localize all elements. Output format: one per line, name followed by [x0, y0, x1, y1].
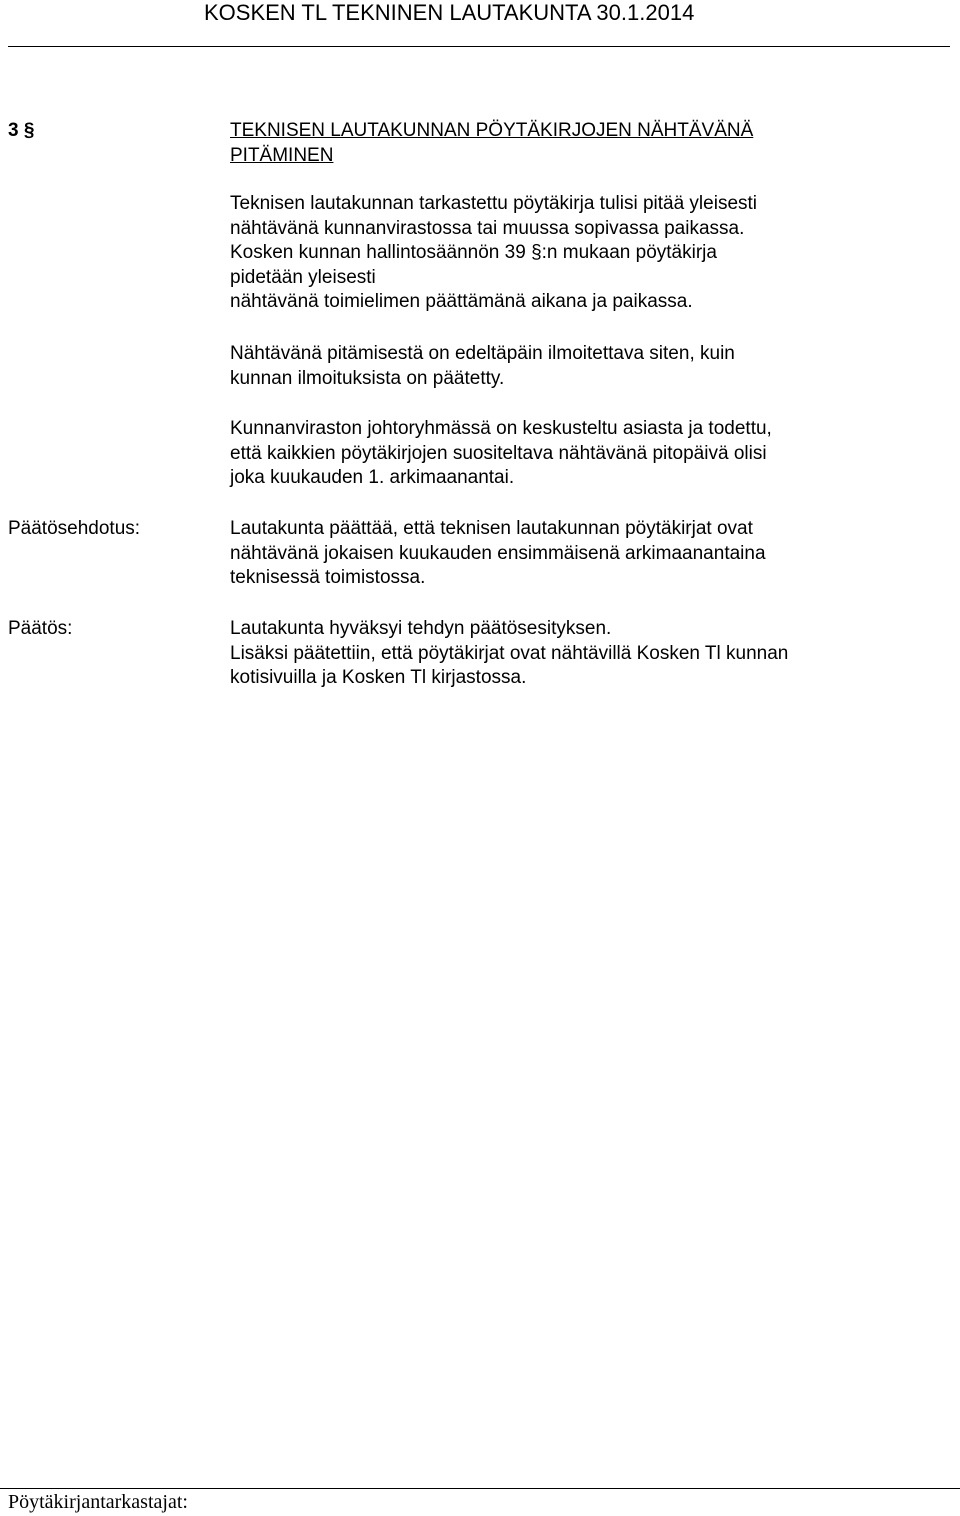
paragraph-background [230, 192, 890, 315]
proposal-line: Lautakunta päättää, että teknisen lautakunnan pöytäkirjat ovat [230, 518, 753, 539]
decision-line: kotisivuilla ja Kosken Tl kirjastossa. [230, 667, 527, 688]
section-title-line: TEKNISEN LAUTAKUNNAN PÖYTÄKIRJOJEN NÄHTÄVÄNÄ [230, 120, 754, 141]
paragraph-line: nähtävänä kunnanvirastossa tai muussa sopivassa paikassa. [230, 217, 745, 239]
paragraph-announcement [230, 342, 890, 391]
proposal-line: teknisessä toimistossa. [230, 567, 426, 588]
paragraph-line: Kunnanviraston johtoryhmässä on keskusteltu asiasta ja todettu, [230, 418, 772, 439]
paragraph-line: joka kuukauden 1. arkimaanantai. [230, 467, 515, 488]
proposal-line: nähtävänä jokaisen kuukauden ensimmäisenä arkimaanantaina [230, 542, 766, 564]
decision-line: Lisäksi päätettiin, että pöytäkirjat ovat nähtävillä Kosken Tl kunnan [230, 642, 789, 664]
decision-text [230, 617, 890, 691]
paragraph-line: että kaikkien pöytäkirjojen suositeltava nähtävänä pitopäivä olisi [230, 442, 767, 464]
section-title-line: PITÄMINEN [230, 145, 334, 166]
footer-divider [0, 1488, 960, 1489]
decision-line: Lautakunta hyväksyi tehdyn päätösesityksen. [230, 618, 612, 639]
paragraph-line: Teknisen lautakunnan tarkastettu pöytäkirja tulisi pitää yleisesti [230, 193, 758, 214]
paragraph-line: kunnan ilmoituksista on päätetty. [230, 367, 505, 389]
header-title: KOSKEN TL TEKNINEN LAUTAKUNTA 30.1.2014 [204, 0, 695, 25]
proposal-text [230, 517, 890, 591]
section-title [230, 118, 870, 168]
page-header [0, 0, 960, 30]
paragraph-line: Kosken kunnan hallintosäännön 39 §:n mukaan pöytäkirja [230, 242, 717, 263]
footer-label: Pöytäkirjantarkastajat: [8, 1491, 188, 1513]
paragraph-line: pidetään yleisesti [230, 266, 376, 288]
paragraph-line: nähtävänä toimielimen päättämänä aikana ja paikassa. [230, 291, 693, 312]
section-number: 3 § [8, 120, 35, 141]
paragraph-management [230, 417, 890, 491]
proposal-label: Päätösehdotus: [8, 518, 141, 539]
decision-label: Päätös: [8, 618, 73, 639]
header-divider [8, 46, 950, 47]
paragraph-line: Nähtävänä pitämisestä on edeltäpäin ilmoitettava siten, kuin [230, 343, 735, 364]
